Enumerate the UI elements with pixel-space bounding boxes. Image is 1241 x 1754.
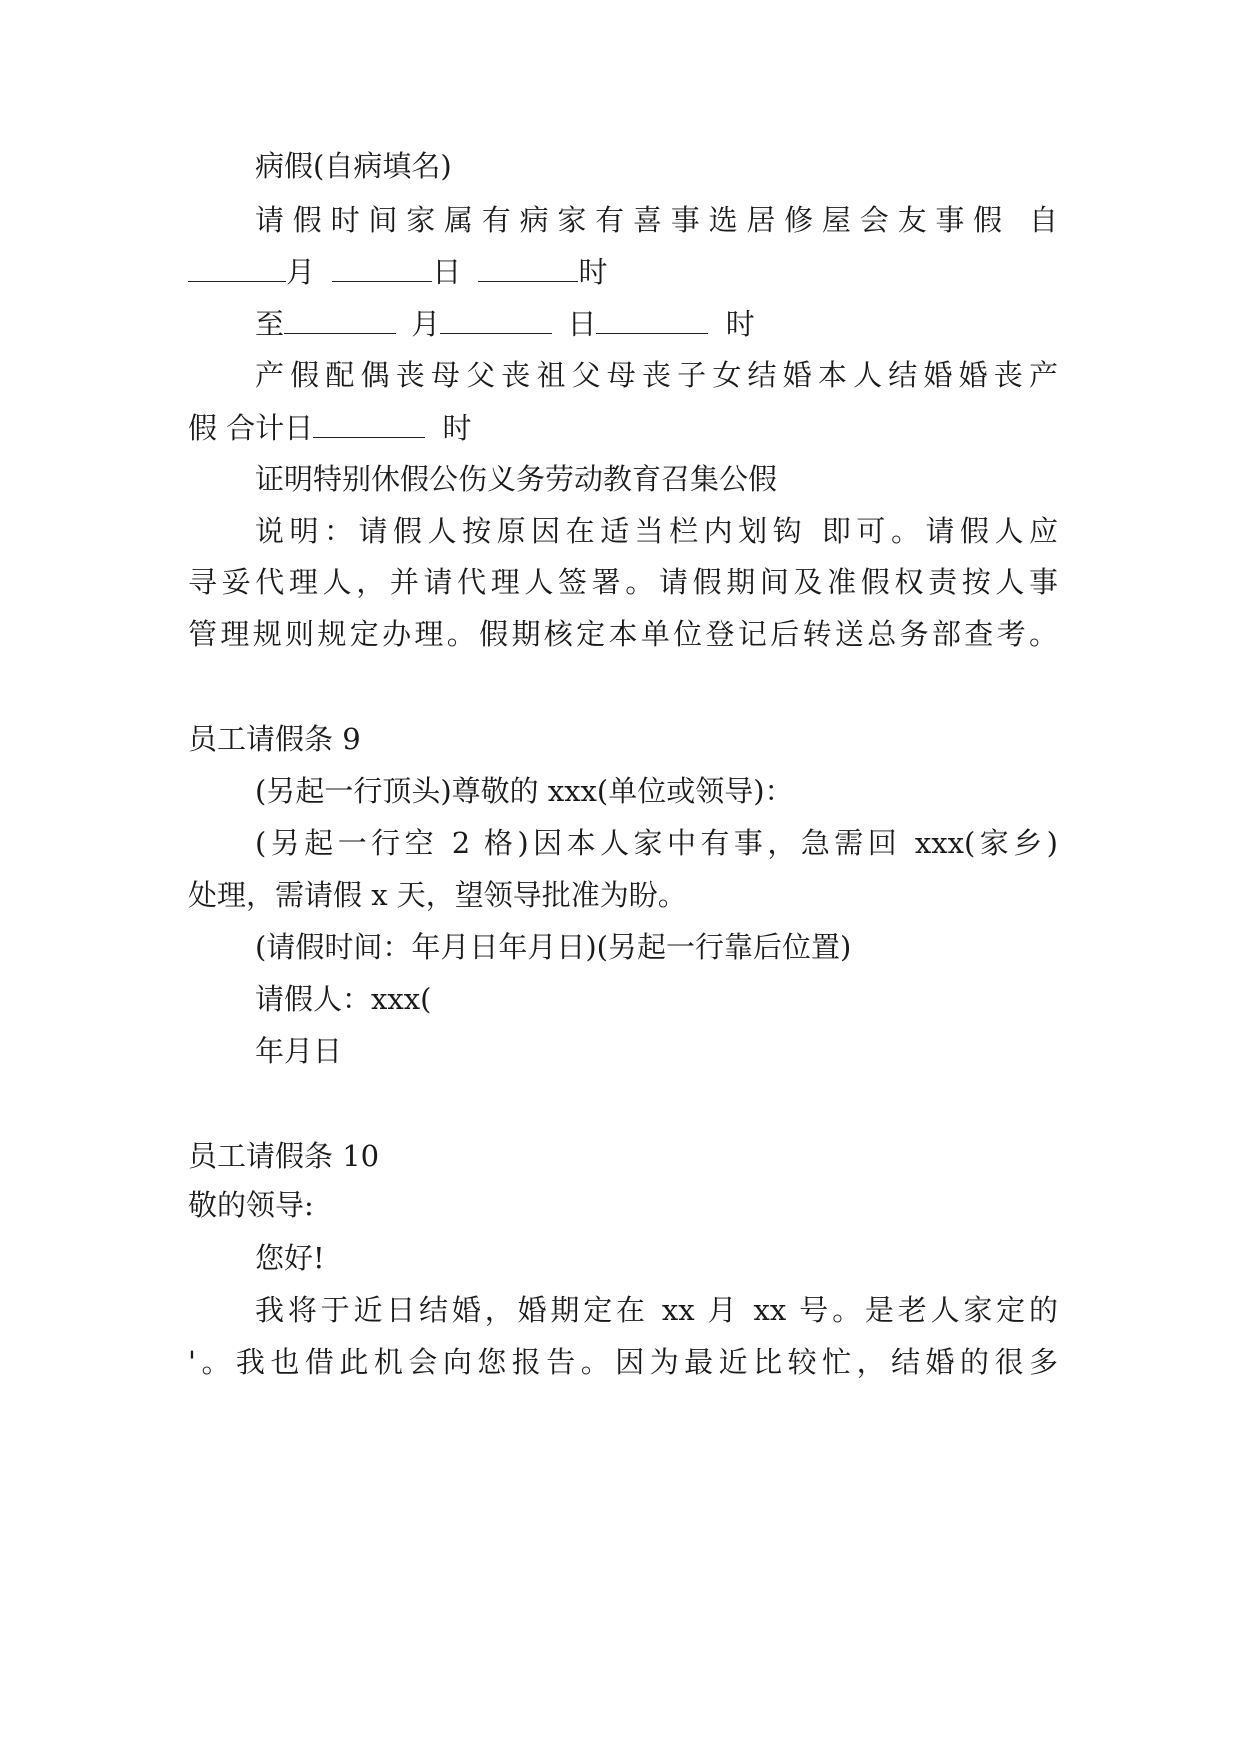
s9-line-4: (请假时间：年月日年月日)(另起一行靠后位置)	[255, 930, 852, 964]
s9-line-3: 处理，需请假 x 天，望领导批准为盼。	[188, 878, 687, 912]
hour-label: 时	[578, 255, 608, 289]
s10-line-3: 我将于近日结婚，婚期定在 xx 月 xx 号。是老人家定的	[255, 1293, 1058, 1327]
to-hour-label: 时	[725, 307, 755, 341]
hour-blank	[478, 251, 578, 282]
s9-line-1: (另起一行顶头)尊敬的 xxx(单位或领导)：	[255, 774, 794, 808]
total-blank	[313, 407, 425, 438]
maternity-line-1: 产假配偶丧母父丧祖父母丧子女结婚本人结婚婚丧产	[255, 358, 1058, 392]
to-month-label: 月	[411, 307, 441, 341]
to-label: 至	[255, 307, 285, 341]
from-date-line	[188, 251, 1058, 291]
note-line-1: 说明：请假人按原因在适当栏内划钩 即可。请假人应	[255, 514, 1058, 548]
leave-time-line: 请假时间家属有病家有喜事选居修屋会友事假 自	[255, 203, 1058, 237]
to-month-blank	[284, 303, 396, 334]
to-hour-blank	[596, 303, 708, 334]
s10-line-2: 您好!	[255, 1241, 325, 1275]
day-blank	[332, 251, 432, 282]
total-days-label: 假 合计日	[188, 411, 314, 445]
month-blank	[188, 251, 286, 282]
section-10-title: 员工请假条 10	[188, 1139, 380, 1173]
to-date-line	[255, 303, 1058, 343]
section-9-title: 员工请假条 9	[188, 722, 361, 756]
maternity-line-2	[188, 407, 1058, 447]
day-label: 日	[432, 255, 462, 289]
s9-line-5: 请假人：xxx(	[255, 982, 432, 1016]
note-line-2: 寻妥代理人，并请代理人签署。请假期间及准假权责按人事	[188, 565, 1058, 599]
to-day-blank	[440, 303, 552, 334]
month-label: 月	[286, 255, 316, 289]
certify-line: 证明特别休假公伤义务劳动教育召集公假	[255, 462, 778, 496]
total-hour-label: 时	[442, 411, 472, 445]
sick-leave-line: 病假(自病填名)	[255, 149, 452, 183]
note-line-3: 管理规则规定办理。假期核定本单位登记后转送总务部查考。	[188, 617, 1058, 651]
to-day-label: 日	[567, 307, 597, 341]
s10-line-1: 敬的领导:	[188, 1188, 314, 1222]
s9-line-2: (另起一行空 2 格)因本人家中有事，急需回 xxx(家乡)	[255, 826, 1058, 860]
s9-line-6: 年月日	[255, 1034, 343, 1068]
s10-line-4: '。我也借此机会向您报告。因为最近比较忙，结婚的很多	[188, 1345, 1058, 1379]
